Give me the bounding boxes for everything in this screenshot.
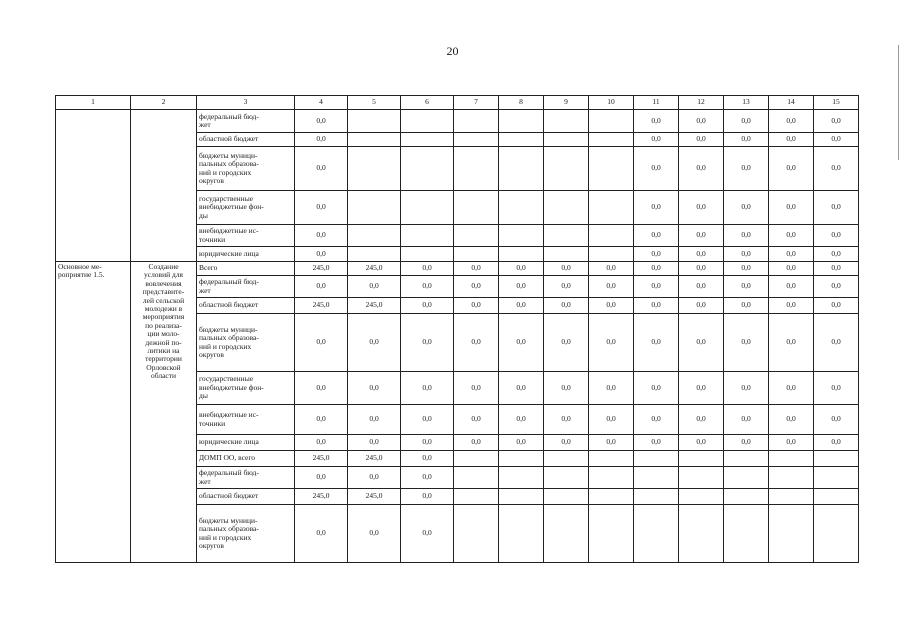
- source-cell: государственные внебюджетные фон- ды: [197, 372, 295, 405]
- column-header: 12: [679, 96, 724, 110]
- value-cell: [454, 489, 499, 505]
- value-cell: [724, 451, 769, 467]
- value-cell: 0,0: [634, 191, 679, 225]
- header-row: [56, 96, 859, 110]
- value-cell: 0,0: [454, 276, 499, 298]
- value-cell: [499, 489, 544, 505]
- value-cell: 0,0: [401, 372, 454, 405]
- value-cell: 0,0: [634, 133, 679, 147]
- measure-cell: Основное ме- роприятие 1.5.: [56, 262, 131, 563]
- value-cell: [401, 247, 454, 262]
- column-header: 14: [769, 96, 814, 110]
- source-cell: федеральный бюд- жет: [197, 467, 295, 489]
- value-cell: [499, 247, 544, 262]
- value-cell: 0,0: [634, 435, 679, 451]
- value-cell: [769, 489, 814, 505]
- value-cell: [589, 133, 634, 147]
- value-cell: [348, 133, 401, 147]
- value-cell: [544, 247, 589, 262]
- column-header: 8: [499, 96, 544, 110]
- value-cell: 0,0: [295, 467, 348, 489]
- value-cell: 0,0: [401, 405, 454, 435]
- value-cell: 0,0: [295, 314, 348, 372]
- value-cell: [454, 110, 499, 133]
- value-cell: [589, 147, 634, 191]
- value-cell: 0,0: [348, 435, 401, 451]
- value-cell: 245,0: [348, 451, 401, 467]
- value-cell: 0,0: [401, 276, 454, 298]
- value-cell: 0,0: [295, 191, 348, 225]
- value-cell: 0,0: [401, 505, 454, 563]
- value-cell: [544, 133, 589, 147]
- value-cell: [814, 505, 859, 563]
- value-cell: [499, 147, 544, 191]
- value-cell: [401, 225, 454, 247]
- value-cell: 0,0: [679, 405, 724, 435]
- value-cell: 0,0: [814, 133, 859, 147]
- value-cell: [544, 489, 589, 505]
- value-cell: [544, 467, 589, 489]
- column-header: 1: [56, 96, 131, 110]
- value-cell: 0,0: [295, 247, 348, 262]
- value-cell: [724, 467, 769, 489]
- scan-edge-mark: [898, 45, 899, 160]
- value-cell: 0,0: [348, 405, 401, 435]
- value-cell: 0,0: [679, 110, 724, 133]
- value-cell: 0,0: [454, 314, 499, 372]
- value-cell: [499, 133, 544, 147]
- value-cell: [634, 505, 679, 563]
- value-cell: [679, 451, 724, 467]
- value-cell: 0,0: [679, 314, 724, 372]
- value-cell: 0,0: [348, 314, 401, 372]
- budget-table: [55, 95, 859, 563]
- value-cell: [724, 489, 769, 505]
- value-cell: [401, 133, 454, 147]
- value-cell: 0,0: [634, 276, 679, 298]
- value-cell: 0,0: [769, 298, 814, 314]
- value-cell: 0,0: [814, 435, 859, 451]
- value-cell: 0,0: [499, 298, 544, 314]
- source-cell: федеральный бюд- жет: [197, 276, 295, 298]
- value-cell: 0,0: [454, 262, 499, 276]
- value-cell: 0,0: [724, 262, 769, 276]
- value-cell: 0,0: [724, 247, 769, 262]
- value-cell: 0,0: [401, 314, 454, 372]
- value-cell: 0,0: [679, 225, 724, 247]
- value-cell: 0,0: [544, 262, 589, 276]
- column-header: 11: [634, 96, 679, 110]
- value-cell: 0,0: [814, 225, 859, 247]
- value-cell: 0,0: [589, 276, 634, 298]
- value-cell: 0,0: [401, 435, 454, 451]
- value-cell: 0,0: [499, 314, 544, 372]
- value-cell: 0,0: [769, 191, 814, 225]
- value-cell: 0,0: [295, 405, 348, 435]
- value-cell: 0,0: [634, 298, 679, 314]
- value-cell: 0,0: [589, 262, 634, 276]
- value-cell: 0,0: [769, 435, 814, 451]
- value-cell: 0,0: [724, 298, 769, 314]
- column-header: 2: [131, 96, 197, 110]
- value-cell: [454, 147, 499, 191]
- value-cell: 0,0: [544, 276, 589, 298]
- value-cell: 0,0: [348, 467, 401, 489]
- value-cell: [499, 467, 544, 489]
- value-cell: 0,0: [724, 225, 769, 247]
- value-cell: [499, 225, 544, 247]
- value-cell: 0,0: [634, 110, 679, 133]
- value-cell: 0,0: [634, 247, 679, 262]
- source-cell: юридические лица: [197, 435, 295, 451]
- value-cell: 0,0: [634, 405, 679, 435]
- source-cell: внебюджетные ис- точники: [197, 405, 295, 435]
- table-row: [56, 110, 859, 133]
- value-cell: 0,0: [589, 298, 634, 314]
- value-cell: 0,0: [295, 505, 348, 563]
- value-cell: [348, 191, 401, 225]
- value-cell: 0,0: [679, 133, 724, 147]
- value-cell: [724, 505, 769, 563]
- source-cell: бюджеты муници- пальных образова- ний и городских округов: [197, 314, 295, 372]
- value-cell: 245,0: [295, 298, 348, 314]
- source-cell: областной бюджет: [197, 489, 295, 505]
- value-cell: 0,0: [348, 505, 401, 563]
- column-header: 15: [814, 96, 859, 110]
- value-cell: 245,0: [348, 298, 401, 314]
- value-cell: 0,0: [769, 276, 814, 298]
- value-cell: 0,0: [679, 191, 724, 225]
- column-header: 7: [454, 96, 499, 110]
- value-cell: 0,0: [295, 133, 348, 147]
- description-cell: Создание условий для вовлечения представите- лей сельской молодежи в мероприятия по реализа- ции моло- дежной по- литики на территории Орловской области: [131, 262, 197, 563]
- column-header: 6: [401, 96, 454, 110]
- value-cell: [401, 110, 454, 133]
- value-cell: 0,0: [454, 435, 499, 451]
- source-cell: ДОМП ОО, всего: [197, 451, 295, 467]
- value-cell: 0,0: [679, 247, 724, 262]
- value-cell: 245,0: [295, 451, 348, 467]
- source-cell: государственные внебюджетные фон- ды: [197, 191, 295, 225]
- value-cell: [544, 451, 589, 467]
- value-cell: [589, 467, 634, 489]
- value-cell: 0,0: [348, 276, 401, 298]
- value-cell: 245,0: [348, 262, 401, 276]
- column-header: 3: [197, 96, 295, 110]
- value-cell: [589, 505, 634, 563]
- value-cell: 0,0: [454, 405, 499, 435]
- value-cell: 0,0: [499, 262, 544, 276]
- value-cell: 0,0: [499, 276, 544, 298]
- value-cell: 0,0: [634, 147, 679, 191]
- value-cell: [454, 133, 499, 147]
- value-cell: 0,0: [769, 110, 814, 133]
- column-header: 5: [348, 96, 401, 110]
- value-cell: [589, 225, 634, 247]
- value-cell: [544, 147, 589, 191]
- value-cell: [769, 467, 814, 489]
- value-cell: [348, 147, 401, 191]
- value-cell: 0,0: [814, 110, 859, 133]
- value-cell: [544, 191, 589, 225]
- value-cell: 0,0: [814, 314, 859, 372]
- value-cell: [679, 505, 724, 563]
- value-cell: 0,0: [544, 298, 589, 314]
- value-cell: 0,0: [454, 372, 499, 405]
- value-cell: 0,0: [499, 372, 544, 405]
- value-cell: 0,0: [634, 314, 679, 372]
- value-cell: 0,0: [724, 110, 769, 133]
- value-cell: 0,0: [454, 298, 499, 314]
- value-cell: [814, 489, 859, 505]
- value-cell: 0,0: [814, 276, 859, 298]
- value-cell: 245,0: [295, 262, 348, 276]
- value-cell: 0,0: [589, 405, 634, 435]
- value-cell: 0,0: [295, 276, 348, 298]
- value-cell: 0,0: [589, 372, 634, 405]
- value-cell: [679, 467, 724, 489]
- value-cell: 0,0: [769, 225, 814, 247]
- value-cell: 0,0: [544, 435, 589, 451]
- value-cell: 0,0: [724, 276, 769, 298]
- value-cell: [401, 147, 454, 191]
- value-cell: [589, 110, 634, 133]
- value-cell: 0,0: [814, 247, 859, 262]
- value-cell: 0,0: [724, 372, 769, 405]
- value-cell: [454, 451, 499, 467]
- value-cell: [634, 467, 679, 489]
- value-cell: [814, 467, 859, 489]
- value-cell: 0,0: [401, 489, 454, 505]
- value-cell: [401, 191, 454, 225]
- value-cell: [589, 247, 634, 262]
- column-header: 4: [295, 96, 348, 110]
- value-cell: 0,0: [679, 372, 724, 405]
- value-cell: 0,0: [814, 262, 859, 276]
- source-cell: областной бюджет: [197, 133, 295, 147]
- value-cell: 0,0: [295, 435, 348, 451]
- value-cell: [499, 505, 544, 563]
- source-cell: юридические лица: [197, 247, 295, 262]
- measure-cell: [56, 110, 131, 262]
- value-cell: 0,0: [295, 110, 348, 133]
- source-cell: бюджеты муници- пальных образова- ний и городских округов: [197, 147, 295, 191]
- value-cell: 0,0: [769, 314, 814, 372]
- value-cell: 0,0: [589, 314, 634, 372]
- source-cell: внебюджетные ис- точники: [197, 225, 295, 247]
- value-cell: 0,0: [724, 314, 769, 372]
- value-cell: [814, 451, 859, 467]
- value-cell: [348, 247, 401, 262]
- value-cell: 0,0: [679, 262, 724, 276]
- value-cell: [454, 191, 499, 225]
- value-cell: 0,0: [295, 147, 348, 191]
- column-header: 13: [724, 96, 769, 110]
- value-cell: 0,0: [724, 435, 769, 451]
- value-cell: [544, 505, 589, 563]
- value-cell: [634, 489, 679, 505]
- value-cell: [454, 467, 499, 489]
- value-cell: 0,0: [401, 262, 454, 276]
- value-cell: [499, 110, 544, 133]
- value-cell: [589, 191, 634, 225]
- value-cell: 0,0: [295, 372, 348, 405]
- budget-table-body: [56, 96, 859, 563]
- value-cell: 0,0: [634, 225, 679, 247]
- value-cell: [544, 225, 589, 247]
- source-cell: Всего: [197, 262, 295, 276]
- value-cell: [348, 110, 401, 133]
- value-cell: 0,0: [769, 405, 814, 435]
- source-cell: федеральный бюд- жет: [197, 110, 295, 133]
- page-number: 20: [446, 44, 459, 58]
- value-cell: 0,0: [814, 405, 859, 435]
- value-cell: [589, 489, 634, 505]
- value-cell: 0,0: [769, 372, 814, 405]
- value-cell: 0,0: [724, 133, 769, 147]
- value-cell: 0,0: [724, 191, 769, 225]
- value-cell: 0,0: [499, 405, 544, 435]
- value-cell: [454, 247, 499, 262]
- value-cell: 0,0: [401, 298, 454, 314]
- value-cell: 0,0: [769, 133, 814, 147]
- value-cell: 245,0: [348, 489, 401, 505]
- value-cell: 0,0: [814, 147, 859, 191]
- value-cell: [454, 505, 499, 563]
- value-cell: 0,0: [634, 372, 679, 405]
- source-cell: бюджеты муници- пальных образова- ний и городских округов: [197, 505, 295, 563]
- value-cell: 0,0: [679, 298, 724, 314]
- value-cell: 0,0: [499, 435, 544, 451]
- value-cell: 0,0: [814, 372, 859, 405]
- value-cell: [348, 225, 401, 247]
- value-cell: [499, 191, 544, 225]
- value-cell: 0,0: [679, 147, 724, 191]
- value-cell: 0,0: [544, 372, 589, 405]
- value-cell: 0,0: [295, 225, 348, 247]
- column-header: 9: [544, 96, 589, 110]
- value-cell: [769, 451, 814, 467]
- value-cell: 0,0: [679, 435, 724, 451]
- value-cell: [544, 110, 589, 133]
- value-cell: 0,0: [589, 435, 634, 451]
- value-cell: 0,0: [401, 451, 454, 467]
- value-cell: 0,0: [634, 262, 679, 276]
- description-cell: [131, 110, 197, 262]
- value-cell: [679, 489, 724, 505]
- value-cell: 0,0: [679, 276, 724, 298]
- source-cell: областной бюджет: [197, 298, 295, 314]
- value-cell: 0,0: [814, 298, 859, 314]
- value-cell: 0,0: [814, 191, 859, 225]
- value-cell: 0,0: [544, 405, 589, 435]
- value-cell: 0,0: [769, 147, 814, 191]
- value-cell: 0,0: [724, 147, 769, 191]
- value-cell: [499, 451, 544, 467]
- column-header: 10: [589, 96, 634, 110]
- value-cell: 245,0: [295, 489, 348, 505]
- value-cell: 0,0: [348, 372, 401, 405]
- value-cell: 0,0: [769, 247, 814, 262]
- table-row: [56, 262, 859, 276]
- value-cell: 0,0: [544, 314, 589, 372]
- value-cell: [634, 451, 679, 467]
- value-cell: [589, 451, 634, 467]
- value-cell: [454, 225, 499, 247]
- value-cell: 0,0: [724, 405, 769, 435]
- value-cell: 0,0: [769, 262, 814, 276]
- value-cell: 0,0: [401, 467, 454, 489]
- value-cell: [769, 505, 814, 563]
